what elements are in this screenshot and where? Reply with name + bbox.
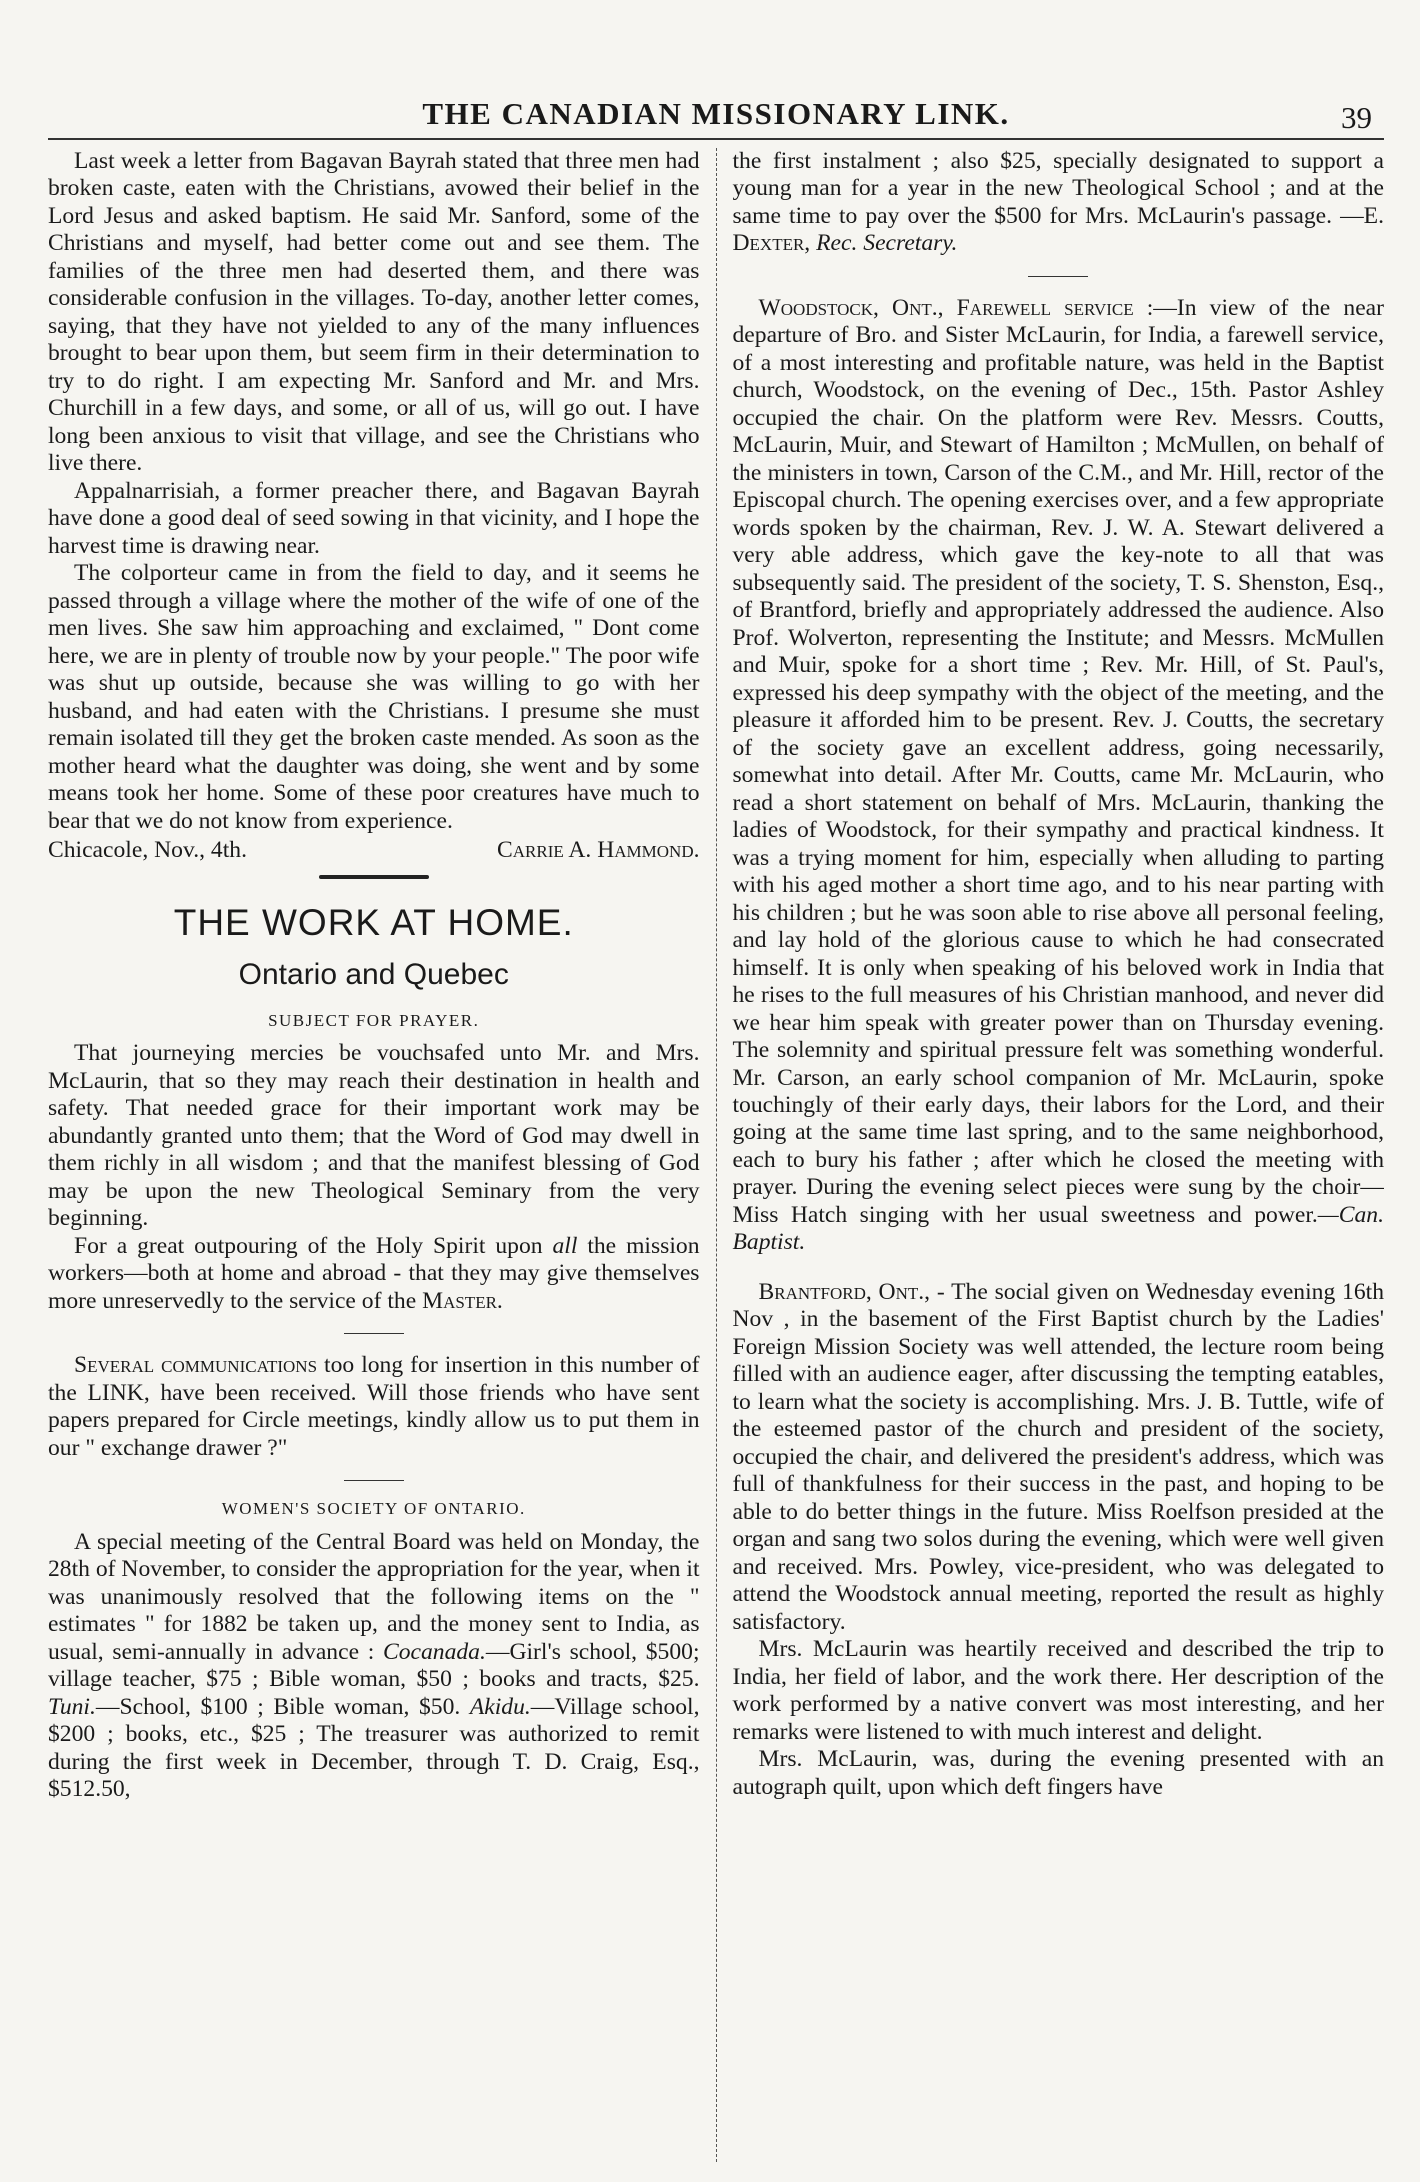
communications-lead: Several communications bbox=[74, 1352, 318, 1379]
prayer-text-b: the mission workers—both at home and abroad - that they may give themselves more unreservedly to the service of the bbox=[48, 1232, 700, 1314]
mclaurin-paragraph: Mrs. McLaurin was heartily received and described the trip to India, her field of labor, and the work there. Her description of the work performed by a native convert was most interesting, and her remarks were listened to with much interest and delight. bbox=[732, 1636, 1384, 1745]
letter-paragraph-3: The colporteur came in from the field to day, and it seems he passed through a village where the mother of the wife of one of the men lives. She saw him approaching and exclaimed, " Dont come here, we are in plenty of trouble now by your people." The poor wife was shut up outside, because she was willing to go with her husband, and had eaten with the Christians. I presume she must remain isolated till they get the broken caste mended. As soon as the mother heard what the daughter was doing, she went and by some means took her home. Some of these poor creatures have much to bear that we do not know from experience. bbox=[48, 560, 700, 834]
signoff-name: Carrie A. Hammond. bbox=[497, 837, 700, 864]
letter-paragraph-2: Appalnarrisiah, a former preacher there, and Bagavan Bayrah have done a good deal of seed sowing in that vicinity, and I hope the harvest time is drawing near. bbox=[48, 477, 700, 559]
prayer-paragraph-1: That journeying mercies be vouchsafed unto Mr. and Mrs. McLaurin, that so they may reach their destination in health and safety. That needed grace for their important work may be abundantly granted unto them; that the Word of God may dwell in them richly in all wisdom ; and that the manifest blessing of God may be upon the new Theological Seminary from the very beginning. bbox=[48, 1040, 700, 1232]
spacer bbox=[733, 1257, 1385, 1279]
woodstock-source: —Can. Baptist. bbox=[732, 1201, 1384, 1256]
continued-paragraph bbox=[733, 148, 1385, 258]
header-rule bbox=[48, 138, 1384, 140]
right-column bbox=[717, 148, 1385, 2162]
ornament-divider bbox=[319, 875, 429, 879]
continued-text: the first instalment ; also $25, specially designated to support a young man for a year in the new Theological School ; and at the same time to pay over the $500 for Mrs. McLaurin's passage. bbox=[732, 148, 1384, 229]
place-tuni: Tuni. bbox=[48, 1693, 96, 1720]
secretary-signature: —E. Dexter, bbox=[732, 202, 1384, 257]
brantford-text: - The social given on Wednesday evening 16th Nov , in the basement of the First Baptist church by the Ladies' Foreign Mission Society was well attended, the lecture room being filled with an audience eager, after discussing the tempting eatables, to learn what the society is accomplishing. Mrs. J. B. Tuttle, wife of the esteemed pastor of the church and president of the society, occupied the chair, and delivered the president's address, which was full of thankfulness for their success in the past, and hoping to be able to do better things in the future. Miss Roelfson presided at the organ and sang two solos during the evening, which were well given and received. Mrs. Powley, vice-president, who was delegated to attend the Woodstock annual meeting, reported the result as highly satisfactory. bbox=[732, 1278, 1384, 1635]
signoff-place: Chicacole, Nov., 4th. bbox=[48, 837, 247, 864]
subsection-title: Ontario and Quebec bbox=[238, 957, 509, 991]
brantford-paragraph bbox=[733, 1279, 1385, 1636]
left-column bbox=[48, 148, 716, 2162]
communications-paragraph bbox=[48, 1352, 700, 1462]
society-heading: WOMEN'S SOCIETY OF ONTARIO. bbox=[221, 1499, 526, 1519]
quilt-paragraph: Mrs. McLaurin, was, during the evening presented with an autograph quilt, upon which deft fingers have bbox=[732, 1746, 1384, 1800]
running-title: THE CANADIAN MISSIONARY LINK. bbox=[422, 96, 1010, 131]
letter-paragraph-1: Last week a letter from Bagavan Bayrah stated that three men had broken caste, eaten with the Christians, avowed their belief in the Lord Jesus and asked baptism. He said Mr. Sanford, some of the Christians and myself, had better come out and see them. The families of the three men had deserted them, and there was considerable confusion in the villages. To-day, another letter comes, saying, that they have not yielded to any of the many influences brought to bear upon them, but seem firm in their determination to try to do right. I am expecting Mr. Sanford and Mr. and Mrs. Churchill in a few days, and some, or all of us, will go out. I have long been anxious to visit that village, and see the Christians who live there. bbox=[48, 148, 700, 477]
woodstock-text: —In view of the near departure of Bro. and Sister McLaurin, for India, a farewell service, of a most interesting and profitable nature, was held in the Baptist church, Woodstock, on the evening of Dec., 15th. Pastor Ashley occupied the chair. On the platform were Rev. Messrs. Coutts, McLaurin, Muir, and Stewart of Hamilton ; McMullen, on behalf of the ministers in town, Carson of the C.M., and Mr. Hill, rector of the Episcopal church. The opening exercises over, and a few appropriate words spoken by the chairman, Rev. J. W. A. Stewart delivered a very able address, which gave the key-note to all that was subsequently said. The president of the society, T. S. Shenston, Esq., of Brantford, briefly and appropriately addressed the audience. Also Prof. Wolverton, representing the Institute; and Messrs. McMullen and Muir, spoke for a short time ; Rev. Mr. Hill, of St. Paul's, expressed his deep sympathy with the object of the meeting, and the pleasure it afforded him to be present. Rev. J. Coutts, the secretary of the society gave an excellent address, going necessarily, somewhat into detail. After Mr. Coutts, came Mr. McLaurin, who read a short statement on behalf of Mrs. McLaurin, thanking the ladies of Woodstock, for their sympathy and practical kindness. It was a trying moment for him, especially when alluding to parting with his aged mother a short time ago, and to his near parting with his children ; but he was soon able to rise above all personal feeling, and lay hold of the glorious cause to which he had consecrated himself. It is only when speaking of his beloved work in India that he rises to the full measures of his Christian manhood, and never did we hear him speak with greater power than on Thursday evening. The solemnity and spiritual pressure felt was something wonderful. Mr. Carson, an early school companion of Mr. McLaurin, spoke touchingly of their early days, their labors for the Lord, and their going at the same time last spring, and to the same neighborhood, each to bury his father ; after which he closed the meeting with prayer. During the evening select pieces were sung by the choir— Miss Hatch singing with her usual sweetness and power. bbox=[732, 294, 1384, 1228]
section-title: THE WORK AT HOME. bbox=[173, 901, 574, 943]
society-text: A special meeting of the Central Board was held on Monday, the 28th of November, to consider the appropriation for the year, when it was unanimously resolved that the following items on the " estimates " for 1882 be taken up, and the money sent to India, as usual, semi-annually in advance : bbox=[48, 1529, 700, 1665]
prayer-text-a: For a great outpouring of the Holy Spirit upon bbox=[74, 1232, 543, 1259]
two-column-body bbox=[48, 148, 1384, 2162]
short-divider bbox=[344, 1480, 404, 1481]
letter-signoff bbox=[48, 837, 700, 864]
woodstock-lead: Woodstock, Ont., Farewell service : bbox=[758, 294, 1154, 321]
short-divider bbox=[344, 1333, 404, 1334]
woodstock-paragraph bbox=[733, 295, 1385, 1257]
akidu-items: —Village school, $200 ; books, etc., $25 ; The treasurer was authorized to remit during the first week in December, through T. D. Craig, Esq., $512.50, bbox=[48, 1693, 700, 1803]
place-akidu: Akidu. bbox=[469, 1693, 531, 1720]
prayer-paragraph-2 bbox=[48, 1233, 700, 1315]
page-number: 39 bbox=[1341, 100, 1372, 135]
prayer-master: Master. bbox=[422, 1287, 503, 1314]
prayer-emphasis: all bbox=[552, 1232, 578, 1259]
prayer-heading: SUBJECT FOR PRAYER. bbox=[268, 1010, 480, 1030]
brantford-lead: Brantford, Ont., bbox=[758, 1278, 931, 1305]
short-divider bbox=[1028, 276, 1088, 277]
cocanada-items: —Girl's school, $500; village teacher, $75 ; Bible woman, $50 ; books and tracts, $25. bbox=[48, 1638, 700, 1693]
communications-text: too long for insertion in this number of the LINK, have been received. Will those friends who have sent papers prepared for Circle meetings, kindly allow us to put them in our " exchange drawer ?" bbox=[48, 1352, 700, 1461]
page-header bbox=[48, 0, 1384, 135]
society-paragraph bbox=[48, 1529, 700, 1804]
place-cocanada: Cocanada. bbox=[382, 1638, 486, 1665]
secretary-role: Rec. Secretary. bbox=[816, 230, 958, 257]
tuni-items: —School, $100 ; Bible woman, $50. bbox=[95, 1693, 461, 1720]
